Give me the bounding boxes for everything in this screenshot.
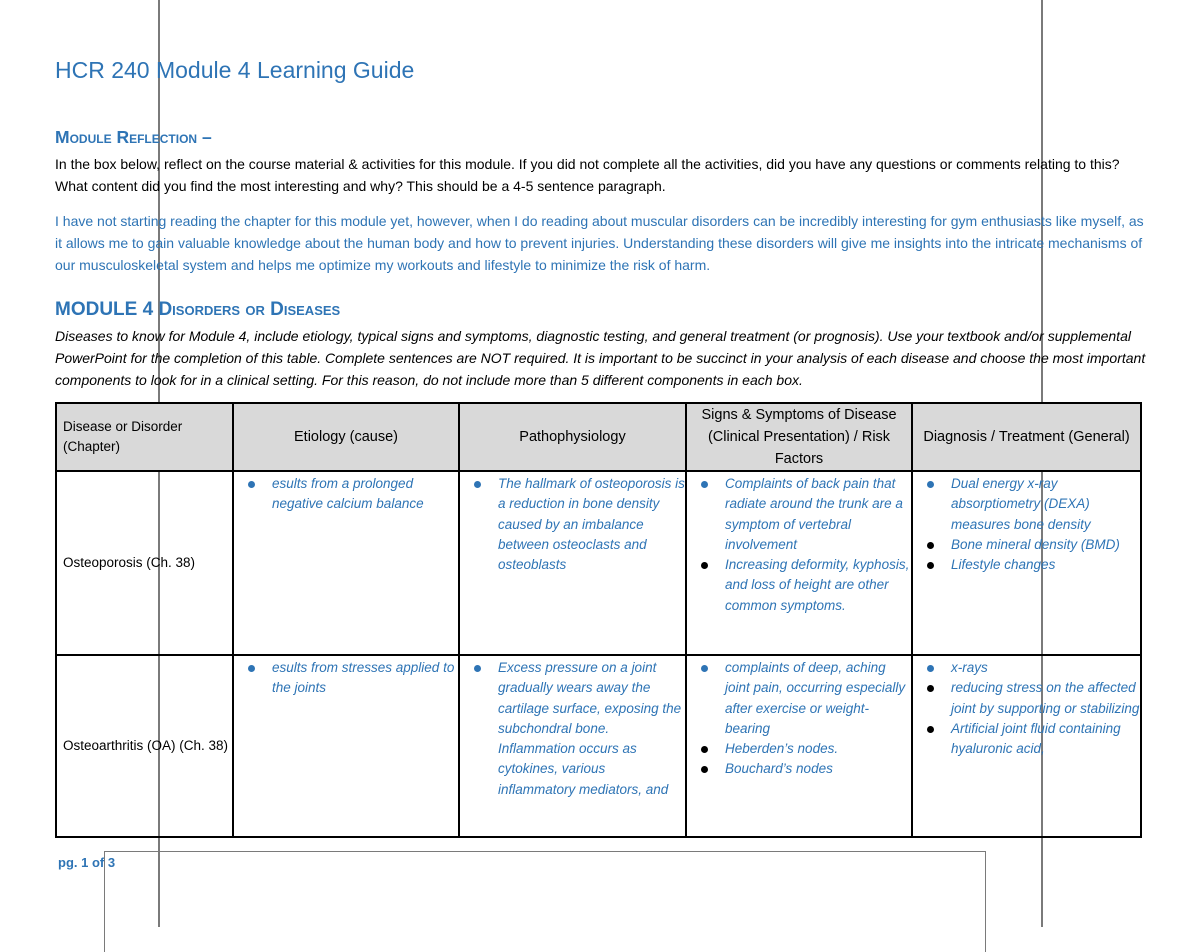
list-item: complaints of deep, aching joint pain, occurring especially after exercise or weight-bearing bbox=[725, 658, 911, 739]
list-item: Bone mineral density (BMD) bbox=[951, 535, 1140, 555]
list-item: esults from stresses applied to the joints bbox=[272, 658, 458, 699]
list-item: Complaints of back pain that radiate around the trunk are a symptom of vertebral involvement bbox=[725, 474, 911, 555]
table-header-row bbox=[56, 403, 1141, 471]
list-item: reducing stress on the affected joint by supporting or stabilizing bbox=[951, 678, 1140, 719]
header-diagnosis-treatment: Diagnosis / Treatment (General) bbox=[912, 403, 1141, 471]
header-signs-symptoms: Signs & Symptoms of Disease (Clinical Presentation) / Risk Factors bbox=[686, 403, 912, 471]
header-pathophysiology: Pathophysiology bbox=[459, 403, 686, 471]
header-etiology: Etiology (cause) bbox=[233, 403, 459, 471]
page-title: HCR 240 Module 4 Learning Guide bbox=[55, 57, 415, 83]
reflection-heading: Module Reflection – bbox=[55, 127, 212, 147]
footer-box bbox=[104, 851, 986, 952]
etiology-cell[interactable] bbox=[233, 655, 459, 837]
etiology-cell[interactable] bbox=[233, 471, 459, 655]
header-disease: Disease or Disorder (Chapter) bbox=[56, 403, 233, 471]
list-item: Heberden’s nodes. bbox=[725, 739, 911, 759]
table-row bbox=[56, 471, 1141, 655]
pathophysiology-cell[interactable] bbox=[459, 655, 686, 837]
list-item: Excess pressure on a joint gradually wears away the cartilage surface, exposing the subchondral bone. Inflammation occurs as cytokines, various inflammatory mediators, and bbox=[498, 658, 685, 800]
disease-table bbox=[55, 402, 1142, 838]
signs-cell[interactable] bbox=[686, 655, 912, 837]
pathophysiology-cell[interactable] bbox=[459, 471, 686, 655]
diseases-instructions: Diseases to know for Module 4, include etiology, typical signs and symptoms, diagnostic testing, and general treatment (or prognosis). Use your textbook and/or supplemental PowerPoint for the completion of this table. Complete sentences are NOT required. It is important to be succinct in your analysis of each disease and choose the most important components to look for in a clinical setting. For this reason, do not include more than 5 different components in each box. bbox=[55, 328, 1146, 388]
list-item: Increasing deformity, kyphosis, and loss of height are other common symptoms. bbox=[725, 555, 911, 616]
page-number: pg. 1 of 3 bbox=[58, 855, 116, 870]
disease-name: Osteoporosis (Ch. 38) bbox=[56, 471, 233, 655]
list-item: Dual energy x-ray absorptiometry (DEXA) measures bone density bbox=[951, 474, 1140, 535]
reflection-instructions: In the box below, reflect on the course material & activities for this module. If you did not complete all the activities, did you have any questions or comments relating to this? What content did you find the most interesting and why? This should be a 4-5 sentence paragraph. bbox=[55, 156, 1120, 194]
diseases-heading: MODULE 4 Disorders or Diseases bbox=[55, 299, 341, 320]
diagnosis-cell[interactable] bbox=[912, 471, 1141, 655]
list-item: Bouchard’s nodes bbox=[725, 759, 911, 779]
reflection-text[interactable]: I have not starting reading the chapter for this module yet, however, when I do reading about muscular disorders can be incredibly interesting for gym enthusiasts like myself, as it allows me to gain valuable knowledge about the human body and how to prevent injuries. Understanding these disorders will give me insights into the intricate mechanisms of our musculoskeletal system and helps me optimize my workouts and lifestyle to minimize the risk of harm. bbox=[55, 213, 1144, 273]
disease-name: Osteoarthritis (OA) (Ch. 38) bbox=[56, 655, 233, 837]
list-item: Lifestyle changes bbox=[951, 555, 1140, 575]
list-item: esults from a prolonged negative calcium balance bbox=[272, 474, 458, 515]
signs-cell[interactable] bbox=[686, 471, 912, 655]
list-item: Artificial joint fluid containing hyaluronic acid, bbox=[951, 719, 1140, 760]
list-item: The hallmark of osteoporosis is a reduction in bone density caused by an imbalance between osteoclasts and osteoblasts bbox=[498, 474, 685, 575]
diagnosis-cell[interactable] bbox=[912, 655, 1141, 837]
table-row bbox=[56, 655, 1141, 837]
list-item: x-rays bbox=[951, 658, 1140, 678]
